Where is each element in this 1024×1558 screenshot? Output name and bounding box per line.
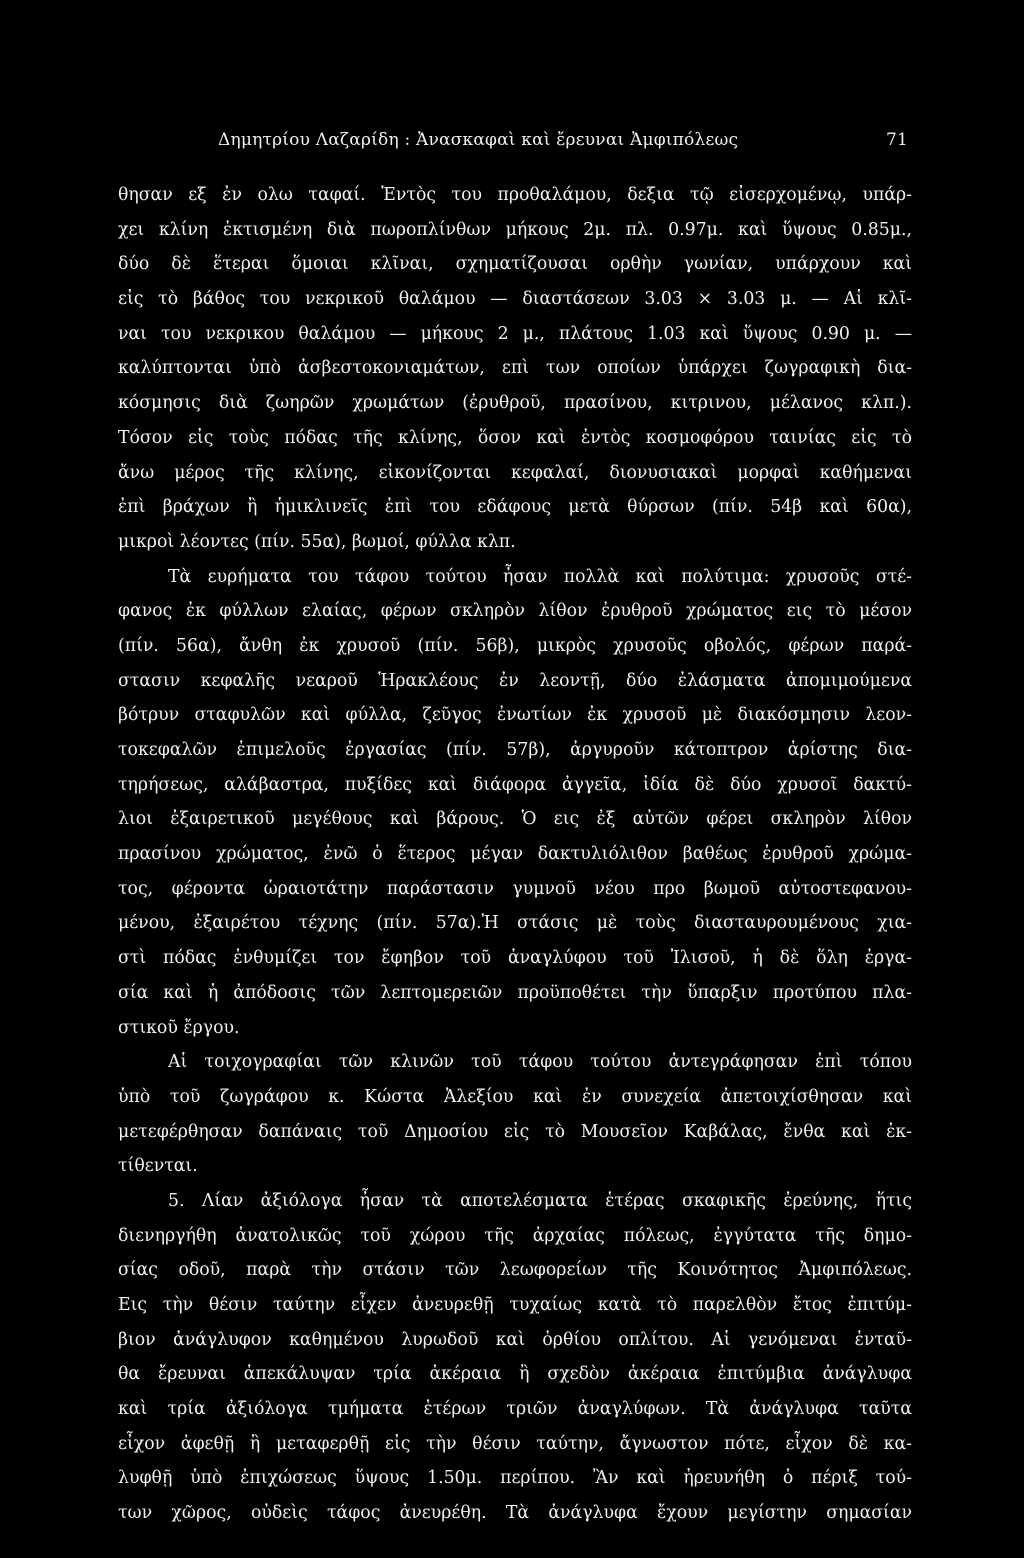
text-line: 5. Λίαν ἀξιόλογα ἦσαν τὰ αποτελέσματα ἑτέρας σκαφικῆς ἐρεύνης, ἥτις <box>168 1190 912 1211</box>
text-line: (πίν. 56α), ἄνθη ἐκ χρυσοῦ (πίν. 56β), μικρὸς χρυσοῦς οβολός, φέρων παρά- <box>118 635 912 656</box>
text-line: τίθενται. <box>118 1156 198 1177</box>
text-line: ἐπὶ βράχων ἢ ἡμικλινεῖς ἐπὶ του εδάφους μετὰ θύρσων (πίν. 54β καὶ 60α), <box>118 497 912 518</box>
text-line: εἶχον ἀφεθῇ ἢ μεταφερθῇ εἰς τὴν θέσιν ταύτην, ἄγνωστον πότε, εἶχον δὲ κα- <box>118 1433 912 1454</box>
text-line: καλύπτονται ὑπὸ ἀσβεστοκονιαμάτων, επὶ των οποίων ὑπάρχει ζωγραφικὴ δια- <box>118 358 912 379</box>
text-line: φανος ἐκ φύλλων ελαίας, φέρων σκληρὸν λίθον ἐρυθροῦ χρώματος εις τὸ μέσον <box>118 601 912 622</box>
header-title: Δημητρίου Λαζαρίδη : Ἀνασκαφαὶ καὶ ἔρευναι Ἀμφιπόλεως <box>218 130 739 150</box>
text-line: θησαν εξ ἐν ολω ταφαί. Ἐντὸς του προθαλάμου, δεξια τῷ εἰσερχομένῳ, υπάρ- <box>118 185 912 205</box>
text-line: χει κλίνη ἐκτισμένη διὰ πωροπλίνθων μήκους 2μ. πλ. 0.97μ. καὶ ὕψους 0.85μ., <box>118 219 912 240</box>
text-line: Τόσον εἰς τοὺς πόδας τῆς κλίνης, ὅσον καὶ ἐντὸς κοσμοφόρου ταινίας εἰς τὸ <box>118 427 912 448</box>
text-line: σίας οδοῦ, παρὰ τὴν στάσιν τῶν λεωφορείων τῆς Κοινότητος Ἀμφιπόλεως. <box>118 1260 912 1281</box>
text-line: δύο δὲ ἕτεραι ὅμοιαι κλῖναι, σχηματίζουσαι ορθὴν γωνίαν, υπάρχουν καὶ <box>118 254 912 275</box>
text-line: των χῶρος, οὐδεὶς τάφος ἀνευρέθη. Τὰ ἀνάγλυφα ἔχουν μεγίστην σημασίαν <box>118 1503 912 1524</box>
text-line: θα ἔρευναι ἀπεκάλυψαν τρία ἀκέραια ἢ σχεδὸν ἀκέραια ἐπιτύμβια ἀνάγλυφα <box>118 1364 912 1385</box>
text-line: πρασίνου χρώματος, ἐνῶ ὁ ἕτερος μέγαν δακτυλιόλιθον βαθέως ἐρυθροῦ χρώμα- <box>118 844 912 865</box>
text-line: τοκεφαλῶν ἐπιμελοῦς ἐργασίας (πίν. 57β), ἀργυροῦν κάτοπτρον ἀρίστης δια- <box>118 740 912 760</box>
text-line: λιοι ἐξαιρετικοῦ μεγέθους καὶ βάρους. Ὁ εις ἐξ αὐτῶν φέρει σκληρὸν λίθον <box>118 809 912 830</box>
page-number: 71 <box>885 130 908 150</box>
text-line: στὶ πόδας ἐνθυμίζει τον ἔφηβον τοῦ ἀναγλύφου τοῦ Ἰλισοῦ, ἡ δὲ ὅλη ἐργα- <box>118 948 912 969</box>
text-line: σία καὶ ἡ ἀπόδοσις τῶν λεπτομερειῶν προϋποθέτει τὴν ὕπαρξιν προτύπου πλα- <box>118 982 912 1003</box>
text-line: Τὰ ευρήματα του τάφου τούτου ἦσαν πολλὰ καὶ πολύτιμα: χρυσοῦς στέ- <box>168 566 912 587</box>
text-line: διενηργήθη ἀνατολικῶς τοῦ χώρου τῆς ἀρχαίας πόλεως, ἐγγύτατα τῆς δημο- <box>118 1225 912 1246</box>
text-line: στασιν κεφαλῆς νεαροῦ Ἡρακλέους ἐν λεοντῇ, δύο ἐλάσματα ἀπομιμούμενα <box>118 670 912 691</box>
text-line: εἰς τὸ βάθος του νεκρικοῦ θαλάμου — διαστάσεων 3.03 × 3.03 μ. — Αἱ κλῖ- <box>118 289 912 310</box>
text-line: κόσμησις διὰ ζωηρῶν χρωμάτων (ἐρυθροῦ, πρασίνου, κιτρινου, μέλανος κλπ.). <box>118 393 912 414</box>
text-line: Αἱ τοιχογραφίαι τῶν κλινῶν τοῦ τάφου τούτου ἀντεγράφησαν ἐπὶ τόπου <box>168 1052 912 1073</box>
text-line: μένου, ἐξαιρέτου τέχνης (πίν. 57α).Ἡ στάσις μὲ τοὺς διασταυρουμένους χια- <box>118 913 912 934</box>
text-line: βότρυν σταφυλῶν καὶ φύλλα, ζεῦγος ἐνωτίων ἐκ χρυσοῦ μὲ διακόσμησιν λεον- <box>118 705 912 726</box>
text-line: ναι του νεκρικου θαλάμου — μήκους 2 μ., πλάτους 1.03 καὶ ὕψους 0.90 μ. — <box>118 323 912 344</box>
text-line: ὑπὸ τοῦ ζωγράφου κ. Κώστα Ἀλεξίου καὶ ἐν συνεχεία ἀπετοιχίσθησαν καὶ <box>118 1086 912 1107</box>
text-line: τος, φέροντα ὡραιοτάτην παράστασιν γυμνοῦ νέου προ βωμοῦ αὐτοστεφανου- <box>118 878 912 899</box>
text-line: Εις τὴν θέσιν ταύτην εἶχεν ἀνευρεθῇ τυχαίως κατὰ τὸ παρελθὸν ἔτος ἐπιτύμ- <box>118 1295 912 1315</box>
text-line: λυφθῇ ὑπὸ ἐπιχώσεως ὕψους 1.50μ. περίπου. Ἂν καὶ ἠρευνήθη ὁ πέριξ τού- <box>118 1468 912 1489</box>
text-line: ἄνω μέρος τῆς κλίνης, εἰκονίζονται κεφαλαί, διονυσιακαὶ μορφαὶ καθήμεναι <box>118 462 912 483</box>
text-line: μικροὶ λέοντες (πίν. 55α), βωμοί, φύλλα κλπ. <box>118 531 516 552</box>
text-line: τηρήσεως, αλάβαστρα, πυξίδες καὶ διάφορα ἀγγεῖα, ἰδία δὲ δύο χρυσοῖ δακτύ- <box>118 774 912 795</box>
running-header <box>118 130 908 154</box>
body-text <box>118 178 912 1531</box>
text-line: μετεφέρθησαν δαπάναις τοῦ Δημοσίου εἰς τὸ Μουσεῖον Καβάλας, ἔνθα καὶ ἐκ- <box>118 1121 912 1142</box>
text-line: βιον ἀνάγλυφον καθημένου λυρωδοῦ καὶ ὀρθίου οπλίτου. Αἱ γενόμεναι ἐνταῦ- <box>118 1329 912 1350</box>
text-line: καὶ τρία ἀξιόλογα τμήματα ἑτέρων τριῶν ἀναγλύφων. Τὰ ἀνάγλυφα ταῦτα <box>118 1399 912 1420</box>
text-line: στικοῦ ἔργου. <box>118 1017 240 1038</box>
